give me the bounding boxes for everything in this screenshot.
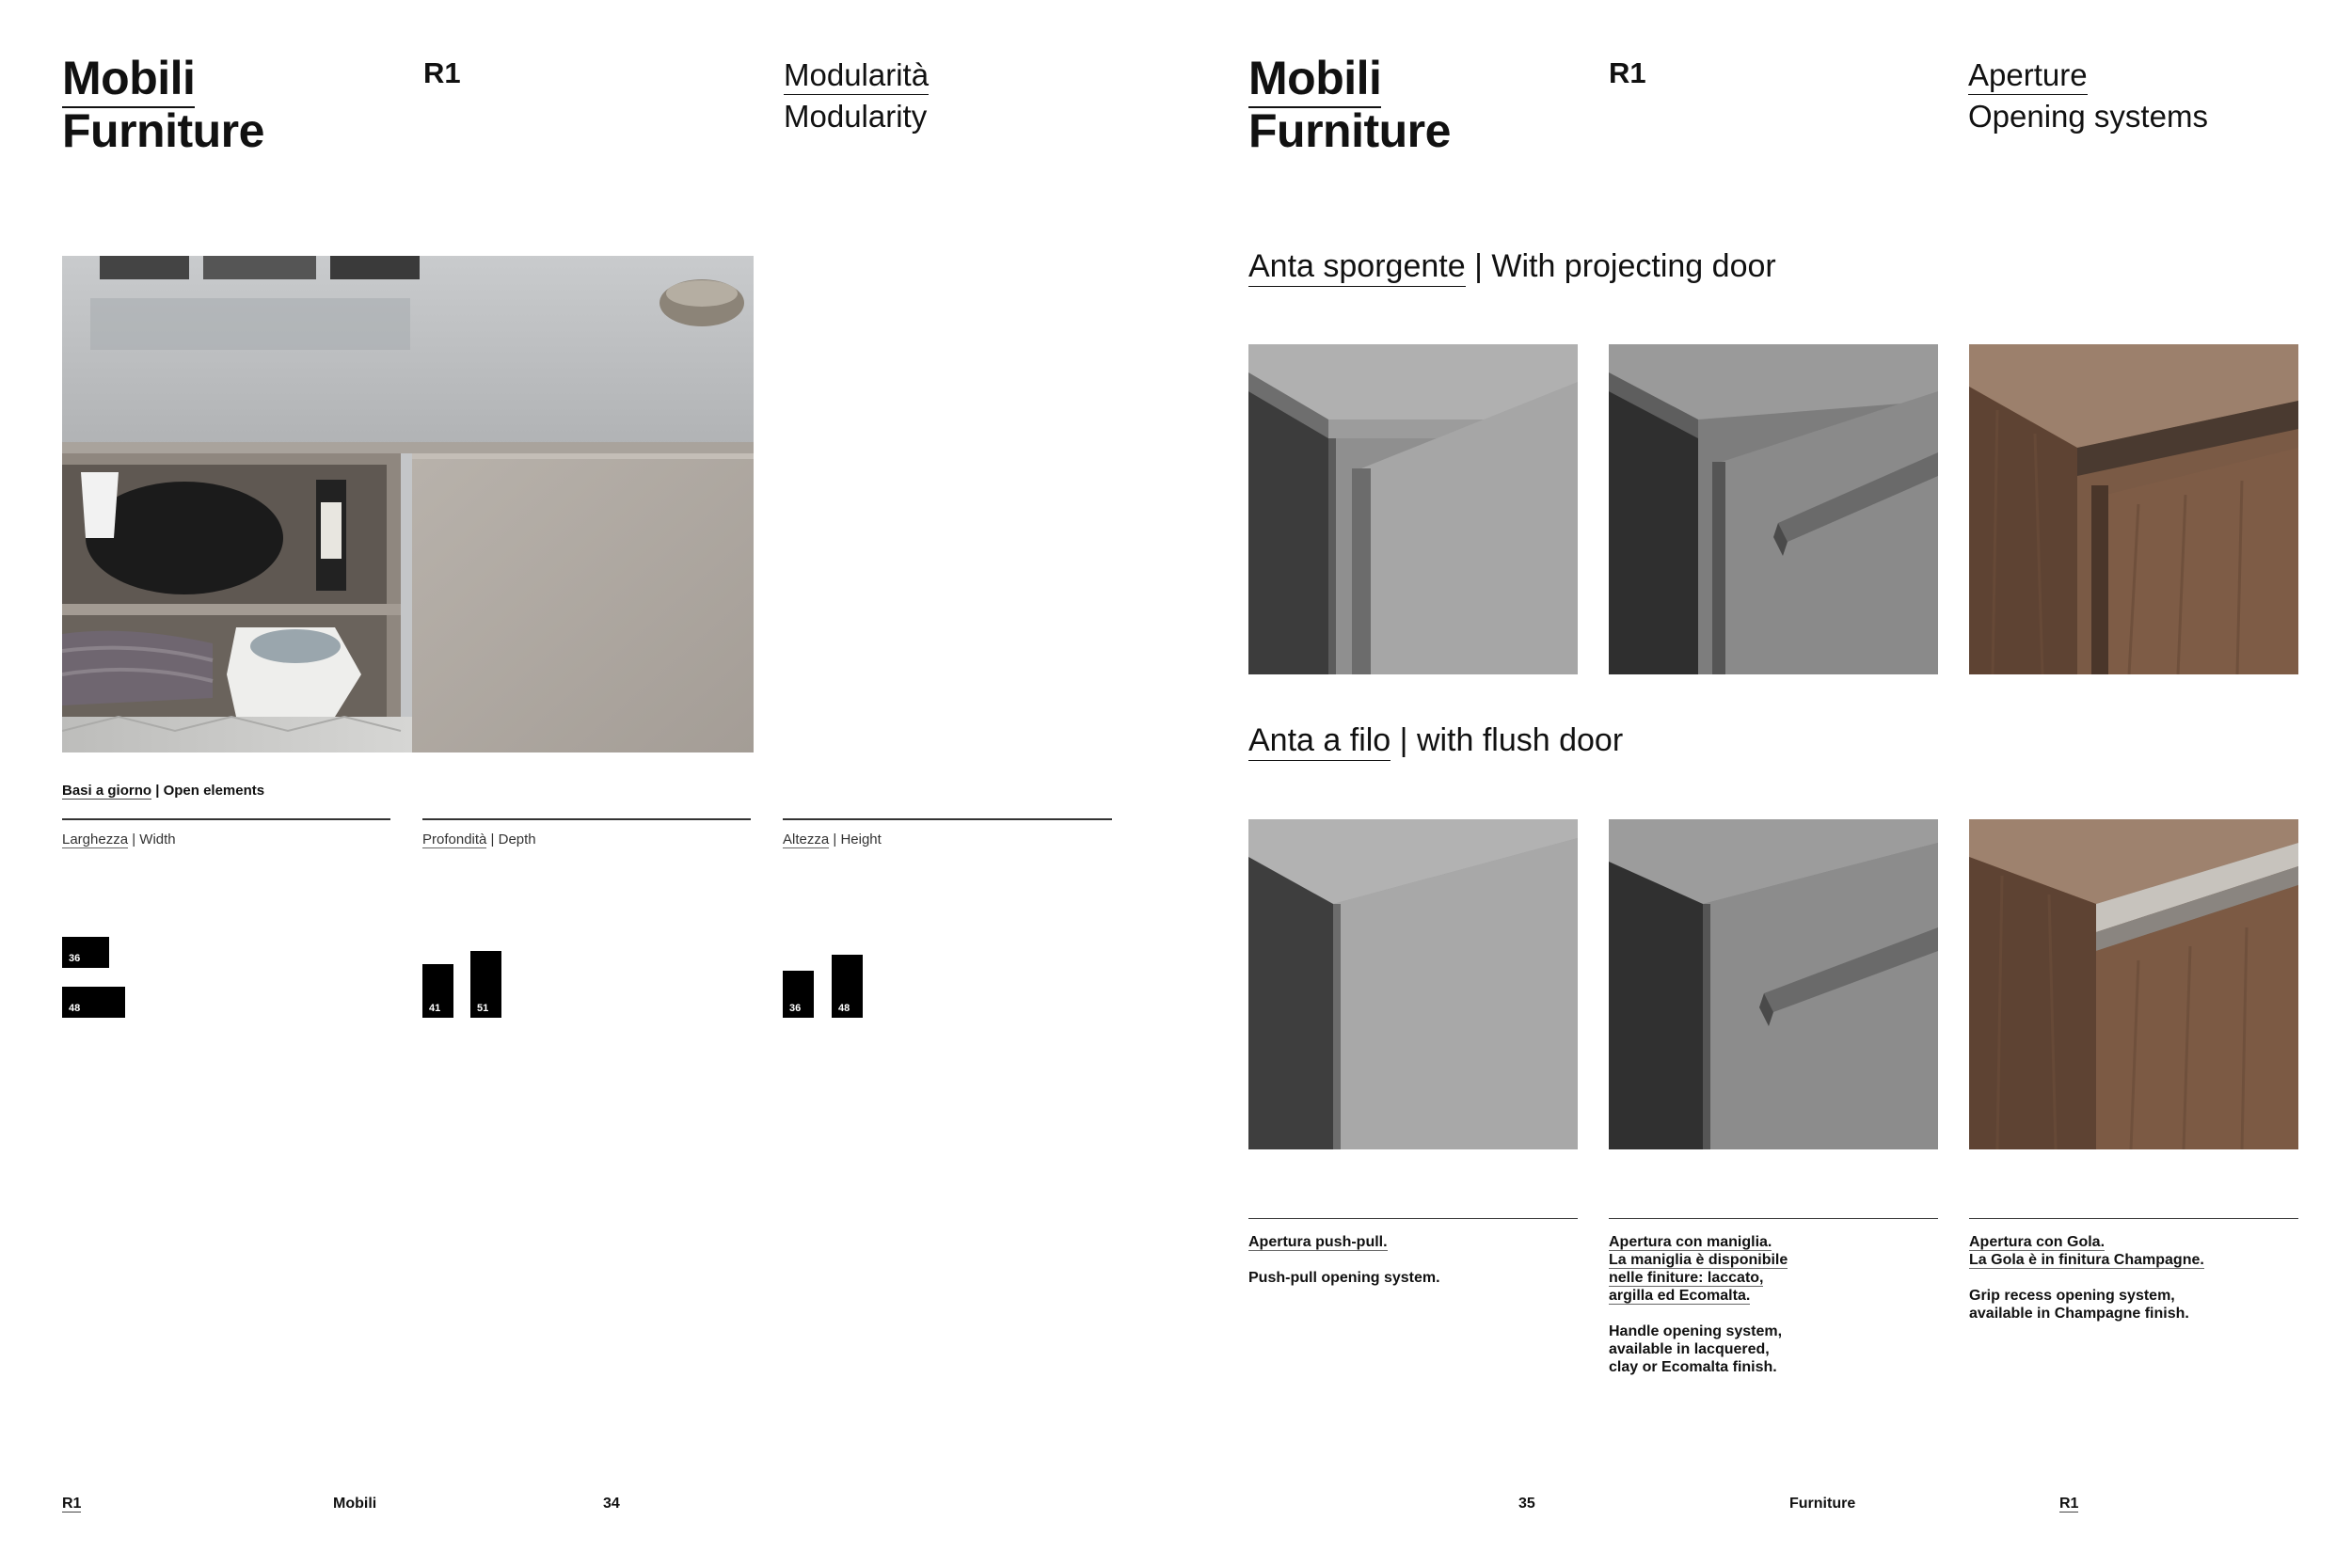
dimension-label-depth: Profondità | Depth	[422, 832, 536, 847]
option1-it-line: Apertura push-pull.	[1248, 1234, 1388, 1250]
width-label-it: Larghezza	[62, 832, 129, 847]
option-rule-3	[1969, 1218, 2298, 1219]
right-footer-code: R1	[2059, 1496, 2079, 1512]
height-bar-48: 48	[832, 955, 863, 1018]
projecting-grip-photo	[1969, 344, 2298, 674]
height-label-en: Height	[840, 832, 882, 847]
left-section	[784, 55, 929, 137]
height-bar-36: 36	[783, 971, 814, 1018]
right-section	[1968, 55, 2208, 137]
option2-it-line: argilla ed Ecomalta.	[1609, 1288, 1751, 1304]
left-title	[62, 52, 264, 157]
option3-it-line: Apertura con Gola.	[1969, 1234, 2106, 1250]
option2-en-line: available in lacquered,	[1609, 1341, 1770, 1357]
caption-en: Open elements	[163, 783, 265, 799]
width-label-en: Width	[139, 832, 176, 847]
depth-bar-41: 41	[422, 964, 453, 1018]
option2-it-line: Apertura con maniglia.	[1609, 1234, 1772, 1250]
option-rule-1	[1248, 1218, 1578, 1219]
dimension-label-height: Altezza | Height	[783, 832, 882, 847]
option2-it-line: La maniglia è disponibile	[1609, 1252, 1788, 1268]
open-elements-caption	[62, 783, 264, 799]
height-label-it: Altezza	[783, 832, 830, 847]
option-push-pull-caption	[1248, 1233, 1578, 1287]
projecting-door-heading	[1248, 248, 1776, 285]
right-title-main: Mobili	[1248, 52, 1381, 108]
flush-it: Anta a filo	[1248, 722, 1391, 761]
flush-push-pull-photo	[1248, 819, 1578, 1149]
option-grip-caption	[1969, 1233, 2298, 1323]
right-title-sub: Furniture	[1248, 104, 1451, 157]
depth-label-en: Depth	[498, 832, 536, 847]
width-bar-48: 48	[62, 987, 125, 1018]
projecting-handle-photo	[1609, 344, 1938, 674]
option2-it-line: nelle finiture: laccato,	[1609, 1270, 1764, 1286]
option-rule-2	[1609, 1218, 1938, 1219]
option-handle-caption	[1609, 1233, 1938, 1376]
right-page-number: 35	[1518, 1496, 1535, 1512]
projecting-it: Anta sporgente	[1248, 248, 1466, 287]
flush-grip-photo	[1969, 819, 2298, 1149]
projecting-en: | With projecting door	[1465, 248, 1776, 284]
left-section-en: Modularity	[784, 99, 928, 134]
projecting-push-pull-photo	[1248, 344, 1578, 674]
open-elements-photo	[62, 256, 754, 752]
option2-en-line: Handle opening system,	[1609, 1323, 1783, 1339]
left-title-main: Mobili	[62, 52, 195, 108]
caption-sep: |	[151, 783, 164, 799]
right-code: R1	[1609, 56, 1646, 89]
caption-it: Basi a giorno	[62, 783, 152, 799]
left-code: R1	[423, 56, 461, 89]
flush-en: | with flush door	[1391, 722, 1624, 758]
option1-en-line: Push-pull opening system.	[1248, 1270, 1440, 1286]
left-page-number: 34	[603, 1496, 620, 1512]
left-footer-code: R1	[62, 1496, 82, 1512]
right-footer-section: Furniture	[1789, 1496, 1856, 1512]
width-bar-36: 36	[62, 937, 109, 968]
right-section-it: Aperture	[1968, 57, 2088, 95]
flush-door-heading	[1248, 722, 1623, 759]
option2-en-line: clay or Ecomalta finish.	[1609, 1359, 1777, 1375]
dimension-rule-depth	[422, 818, 751, 820]
dimension-rule-width	[62, 818, 390, 820]
depth-label-it: Profondità	[422, 832, 487, 847]
option3-it-line: La Gola è in finitura Champagne.	[1969, 1252, 2204, 1268]
depth-bar-51: 51	[470, 951, 501, 1018]
right-title	[1248, 52, 1451, 157]
option3-en-line: Grip recess opening system,	[1969, 1288, 2175, 1304]
left-section-it: Modularità	[784, 57, 929, 95]
option3-en-line: available in Champagne finish.	[1969, 1306, 2189, 1322]
flush-handle-photo	[1609, 819, 1938, 1149]
dimension-rule-height	[783, 818, 1112, 820]
left-footer-section: Mobili	[333, 1496, 377, 1512]
right-section-en: Opening systems	[1968, 99, 2208, 134]
dimension-label-width: Larghezza | Width	[62, 832, 176, 847]
left-title-sub: Furniture	[62, 104, 264, 157]
